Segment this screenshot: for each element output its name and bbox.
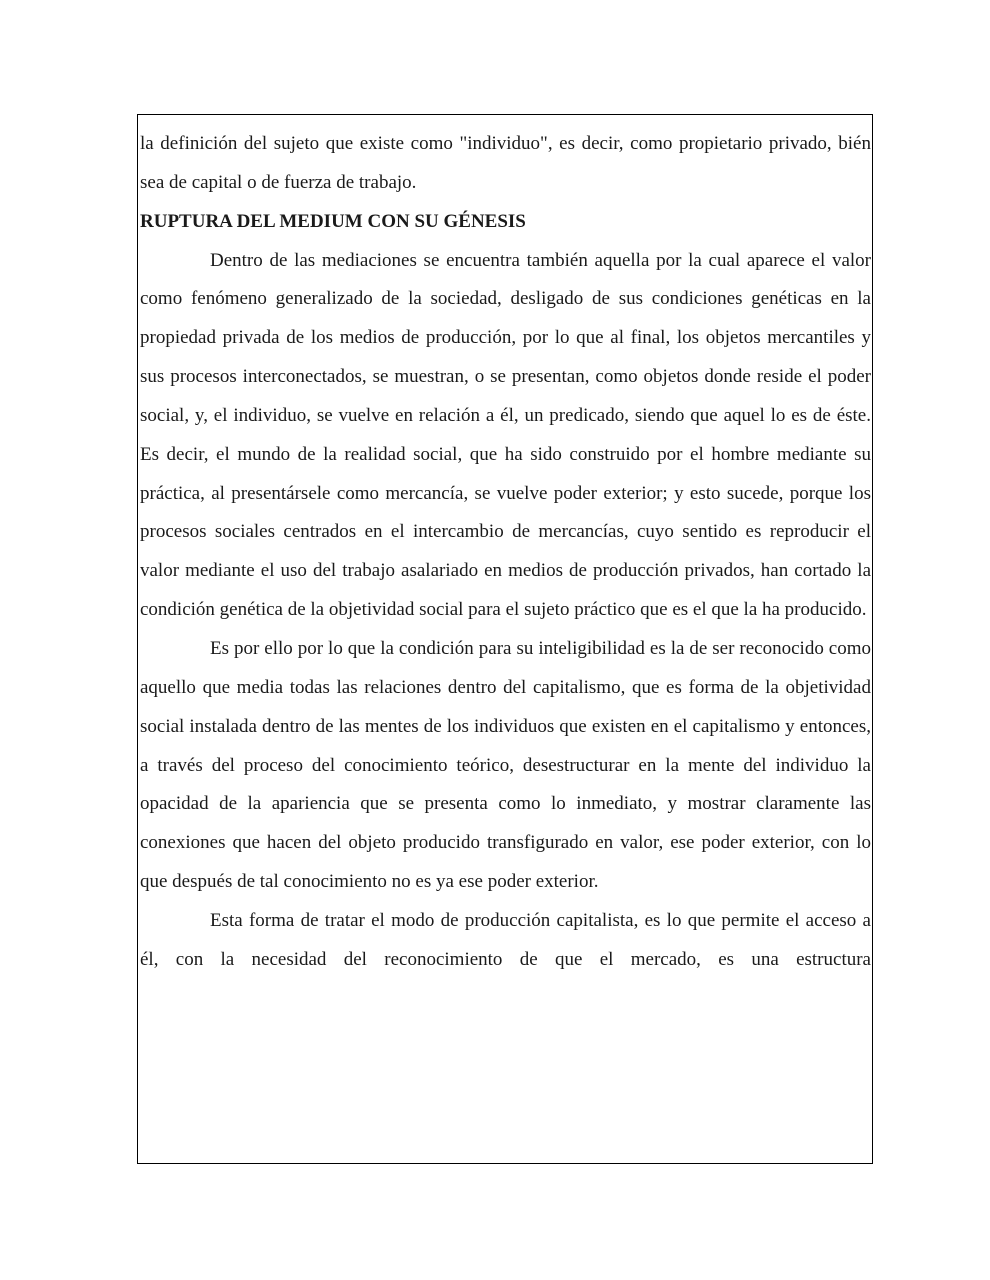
section-heading: RUPTURA DEL MEDIUM CON SU GÉNESIS [140, 210, 526, 232]
paragraph-modo-produccion: Esta forma de tratar el modo de producción capitalista, es lo que permite el acceso a él, con la necesidad del reconocimiento de que el mercado, es una estructura [140, 909, 871, 970]
paragraph-mediaciones: Dentro de las mediaciones se encuentra también aquella por la cual aparece el valor como fenómeno generalizado de la sociedad, desligado de sus condiciones genéticas en la propiedad privada de los medios de producción, por lo que al final, los objetos mercantiles y sus procesos interconectados, se muestran, o se presentan, como objetos donde reside el poder social, y, el individuo, se vuelve en relación a él, un predicado, siendo que aquel lo es de éste. Es decir, el mundo de la realidad social, que ha sido construido por el hombre mediante su práctica, al presentársele como mercancía, se vuelve poder exterior; y esto sucede, porque los procesos sociales centrados en el intercambio de mercancías, cuyo sentido es reproducir el valor mediante el uso del trabajo asalariado en medios de producción privados, han cortado la condición genética de la objetividad social para el sujeto práctico que es el que la ha producido. [140, 249, 871, 621]
document-body [140, 125, 871, 980]
paragraph-continuation: la definición del sujeto que existe como "individuo", es decir, como propietario privado, bién sea de capital o de fuerza de trabajo. [140, 133, 871, 193]
paragraph-inteligibilidad: Es por ello por lo que la condición para su inteligibilidad es la de ser reconocido como aquello que media todas las relaciones dentro del capitalismo, que es forma de la objetividad social instalada dentro de las mentes de los individuos que existen en el capitalismo y entonces, a través del proceso del conocimiento teórico, desestructurar en la mente del individuo la opacidad de la apariencia que se presenta como lo inmediato, y mostrar claramente las conexiones que hacen del objeto producido transfigurado en valor, ese poder exterior, con lo que después de tal conocimiento no es ya ese poder exterior. [140, 637, 871, 893]
